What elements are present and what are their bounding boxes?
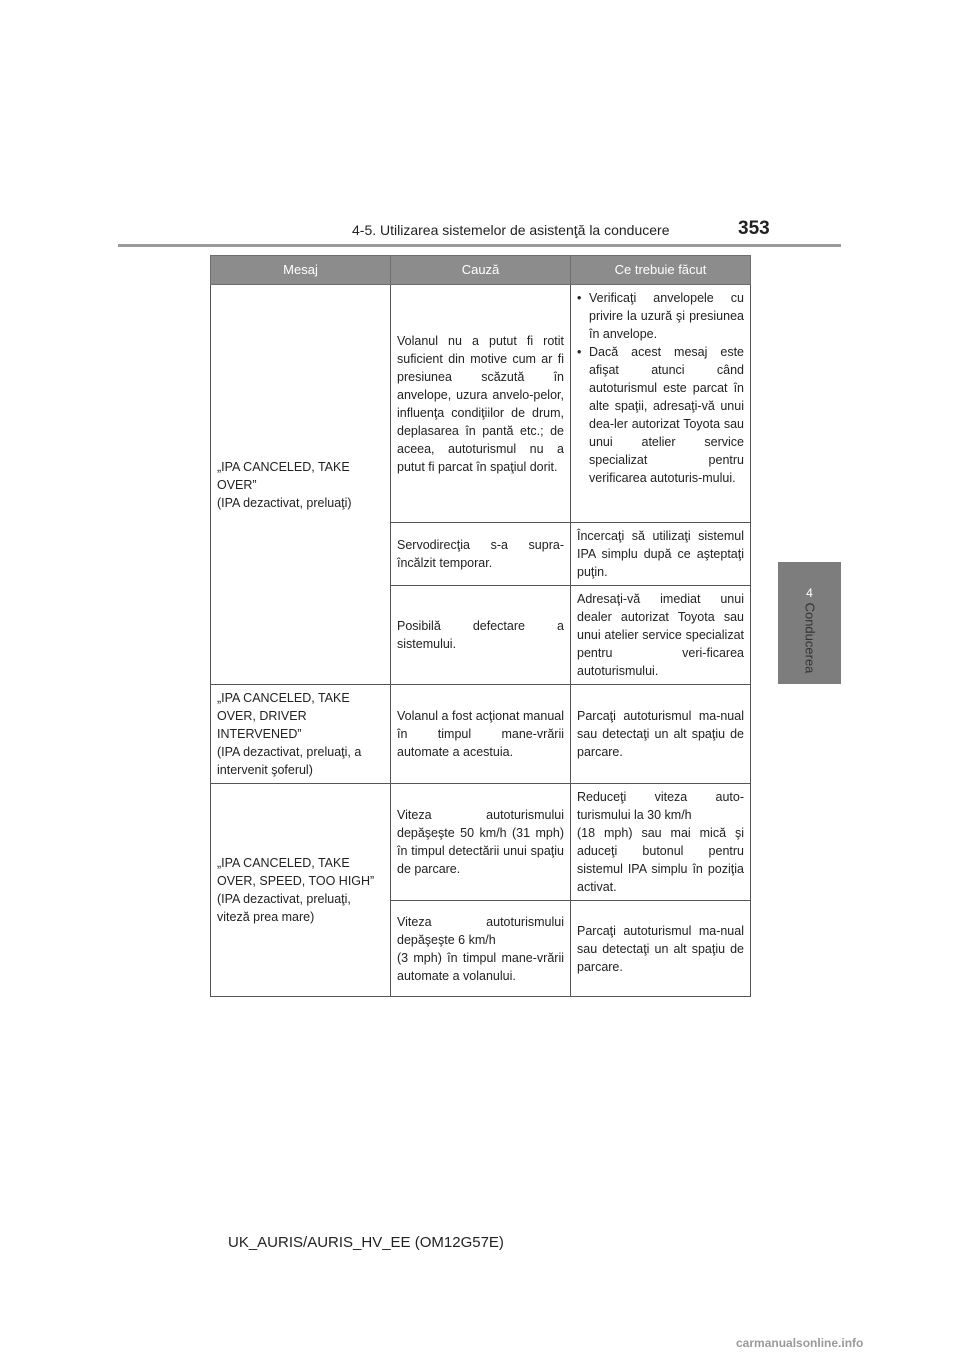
action-cell: [571, 784, 751, 901]
messages-table-wrapper: [210, 255, 750, 997]
header-divider: [118, 244, 841, 247]
cause-cell: Posibilă defectare a sistemului.: [391, 586, 571, 685]
action-bullet: • Verificaţi anvelopele cu privire la uzură şi presiunea în anvelope.: [577, 289, 744, 343]
header-cause: Cauză: [391, 256, 571, 285]
message-code: „IPA CANCELED, TAKE OVER”: [217, 459, 350, 492]
action-cell: Parcaţi autoturismul ma-nual sau detectaţi un alt spaţiu de parcare.: [571, 685, 751, 784]
action-line: Reduceţi viteza auto-turismului la 30 km/h: [577, 790, 744, 822]
cause-line: (3 mph) în timpul mane-vrării automate a volanului.: [397, 950, 564, 983]
message-translation: (IPA dezactivat, preluaţi, a intervenit şoferul): [217, 745, 362, 777]
cause-cell: [391, 901, 571, 997]
table-row: [211, 784, 751, 901]
cause-cell: Volanul nu a putut fi rotit suficient din motive cum ar fi presiunea scăzută în anvelope, uzura anvelo-pelor, influenţa condiţiilor de drum, deplasarea în pantă etc.; de aceea, autoturismul nu a putut fi parcat în spaţiul dorit.: [391, 285, 571, 523]
cause-cell: Volanul a fost acţionat manual în timpul mane-vrării automate a acestuia.: [391, 685, 571, 784]
message-code: „IPA CANCELED, TAKE OVER, DRIVER INTERVENED”: [217, 691, 350, 741]
action-cell: Adresaţi-vă imediat unui dealer autorizat Toyota sau unui atelier service specializat pentru veri-ficarea autoturismului.: [571, 586, 751, 685]
message-cell: [211, 285, 391, 685]
action-cell: Încercaţi să utilizaţi sistemul IPA simplu după ce aşteptaţi puţin.: [571, 523, 751, 586]
cause-cell: Servodirecţia s-a supra-încălzit temporar.: [391, 523, 571, 586]
message-code: „IPA CANCELED, TAKE OVER, SPEED, TOO HIGH”: [217, 856, 375, 888]
chapter-label: Conducerea: [802, 602, 818, 674]
action-cell: Parcaţi autoturismul ma-nual sau detectaţi un alt spaţiu de parcare.: [571, 901, 751, 997]
message-cell: [211, 784, 391, 997]
table-row: [211, 685, 751, 784]
section-title: 4-5. Utilizarea sistemelor de asistenţă la conducere: [352, 222, 670, 238]
chapter-number: 4: [806, 586, 813, 600]
page-number: 353: [738, 218, 770, 239]
message-translation: (IPA dezactivat, preluaţi, viteză prea mare): [217, 892, 351, 924]
cause-cell: Viteza autoturismului depăşeşte 50 km/h (31 mph) în timpul detectării unui spaţiu de parcare.: [391, 784, 571, 901]
model-code: UK_AURIS/AURIS_HV_EE (OM12G57E): [228, 1234, 504, 1251]
table-header-row: [211, 256, 751, 285]
action-cell: [571, 285, 751, 523]
cause-line: Viteza autoturismului depăşeşte 6 km/h: [397, 914, 564, 947]
watermark: carmanualsonline.info: [736, 1336, 864, 1350]
header-action: Ce trebuie făcut: [571, 256, 751, 285]
header-message: Mesaj: [211, 256, 391, 285]
message-translation: (IPA dezactivat, preluaţi): [217, 495, 352, 510]
action-line: (18 mph) sau mai mică şi aduceţi butonul pentru sistemul IPA simplu în poziţia activat.: [577, 826, 744, 894]
table-row: [211, 285, 751, 523]
action-bullet: • Dacă acest mesaj este afişat atunci când autoturismul este parcat în alte spaţii, adresaţi-vă unui dea-ler autorizat Toyota sau unui atelier service specializat pentru verificarea autoturis-mului.: [577, 343, 744, 487]
messages-table: [210, 255, 751, 997]
message-cell: [211, 685, 391, 784]
